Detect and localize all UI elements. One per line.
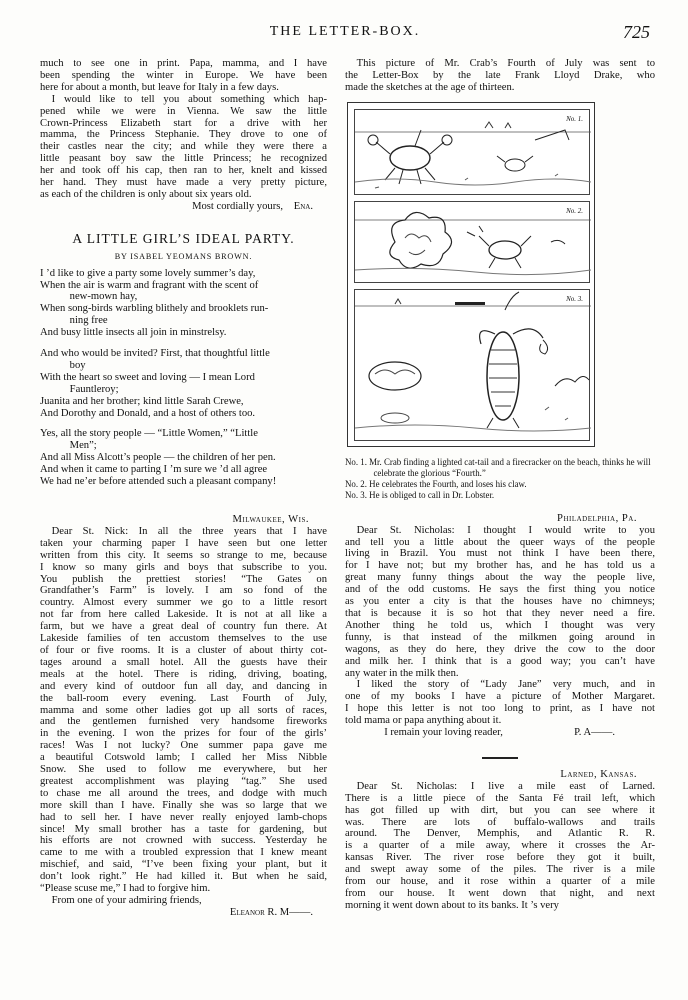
text-line: and the gentlemen furnished very handsome fireworks <box>40 716 327 728</box>
text-line: pened while we were in Vienna. We saw the little <box>40 105 327 117</box>
letter-ena-paragraph <box>40 94 327 201</box>
text-line: country. Almost every summer we go to a little resort <box>40 597 327 609</box>
verse-line: boy <box>69 359 86 371</box>
illustration-panel-3 <box>354 289 590 441</box>
text-line: and swept away some of the piles. The river is a mile <box>345 864 655 876</box>
right-column <box>345 58 655 912</box>
caption-line: No. 2. He celebrates the Fourth, and loses his claw. <box>345 478 527 489</box>
text-line: Dear St. Nicholas: I thought I would write to you <box>356 524 655 536</box>
text-line: Crown-Princess Elizabeth start for a drive with her <box>40 117 327 129</box>
text-line: farm, but we have a great deal of country fun there. At <box>40 621 327 633</box>
panel-tag: No. 1. <box>566 114 583 123</box>
text-line: I would like to tell you about something which hap- <box>51 93 327 105</box>
poem-stanza <box>40 268 327 339</box>
text-line: one of my books I have a picture of Mother Margaret. <box>345 691 655 703</box>
letter-philadelphia <box>345 679 655 727</box>
verse-line: new-mown hay, <box>69 291 138 303</box>
verse-line: And busy little insects all join in minstrelsy. <box>40 327 227 339</box>
text-line: wagons, as they do here, they drive the cow to the door <box>345 643 655 655</box>
text-line: had to sell her. I have never really enjoyed lamb-chops <box>40 811 327 823</box>
text-line: here for about a month, but leave for Italy in a few days. <box>40 81 279 93</box>
text-line: since! My small brother has a taste for gardening, but <box>40 823 327 835</box>
text-line: I liked the story of “Lady Jane” very much, and in <box>356 679 655 691</box>
left-column <box>40 58 327 919</box>
text-line: came to me with a troubled expression that I knew meant <box>40 847 327 859</box>
text-line: for I have not; but my brother has, and he has told us a <box>345 560 655 572</box>
letter-closing: I remain your loving reader, <box>384 727 503 739</box>
crab-illustration <box>347 102 595 447</box>
illustration-intro <box>345 58 655 94</box>
verse-line: Fauntleroy; <box>69 383 119 395</box>
letter-larned <box>345 781 655 912</box>
text-line: I know so many girls and boys that subscribe to you. <box>40 561 327 573</box>
text-line: in the evening. I won the prizes for four of the girls’ <box>40 728 327 740</box>
poem-title: A LITTLE GIRL’S IDEAL PARTY. <box>72 230 295 246</box>
page-header <box>40 24 650 46</box>
section-divider <box>482 757 518 759</box>
verse-line: With the heart so sweet and loving — I mean Lord <box>40 371 255 383</box>
text-line: little peasant boy saw the little Princess; he recognized <box>40 153 327 165</box>
verse-line: Juanita and her brother; kind little Sarah Crewe, <box>40 395 244 407</box>
text-line: has got filled up with dirt, but you can see where it <box>345 804 655 816</box>
text-line: tages around a small hotel. All the guests have their <box>40 656 327 668</box>
text-line: made the sketches at the age of thirteen. <box>345 81 515 93</box>
letter-ena <box>40 58 327 213</box>
crab-sketch-icon <box>355 110 591 196</box>
text-line: “Please scuse me,” I had to forgive him. <box>40 883 211 895</box>
text-line: a beautiful Cotswold lamb; I called her Miss Nibble <box>40 752 327 764</box>
verse-line: And who would be invited? First, that thoughtful little <box>40 348 270 360</box>
lobster-sketch-icon <box>355 290 591 442</box>
letter-signature: Eleanor R. M——. <box>229 906 313 918</box>
text-line: around. The Denver, Memphis, and Atlantic R. R. <box>345 828 655 840</box>
text-line: Dear St. Nicholas: I live a mile east of Larned. <box>356 780 655 792</box>
text-line: that is because it is so hot that they never need a fire. <box>345 607 655 619</box>
panel-tag: No. 2. <box>566 206 583 215</box>
page-number: 725 <box>623 22 650 42</box>
letter-place: Milwaukee, Wis. <box>232 514 309 526</box>
text-line: told mama or papa anything about it. <box>345 715 502 727</box>
text-line: kansas River. The river rose before they got it built, <box>345 852 655 864</box>
text-line: Dear St. Nick: In all the three years that I have <box>51 525 327 537</box>
text-line: their castles near the city; and while they were there a <box>40 141 327 153</box>
verse-line: When the air is warm and fragrant with the scent of <box>40 279 259 291</box>
text-line: I hope this letter is not too long to print, as I have not <box>345 703 655 715</box>
illustration-panel-2 <box>354 201 590 283</box>
text-line: This picture of Mr. Crab’s Fourth of July was sent to <box>356 58 655 69</box>
text-line: living in Brazil. You must not think I have been there, <box>345 548 655 560</box>
text-line: taken your charming paper I have seen but one letter <box>40 537 327 549</box>
text-line: Lakeside families of ten accustom themselves to the use <box>40 633 327 645</box>
verse-line: I ’d like to give a party some lovely summer’s day, <box>40 267 256 279</box>
panel-tag: No. 3. <box>566 294 583 303</box>
text-line: from our house, and it rose within a quarter of a mile <box>345 876 655 888</box>
text-line: her hand. They must have made a very pretty picture, <box>40 177 327 189</box>
text-line: is a quarter of a mile away, where it crosses the Ar- <box>345 840 655 852</box>
letter-ena-paragraph <box>40 58 327 94</box>
text-line: great many funny things about the way the people live, <box>345 572 655 584</box>
text-line: You publish the prettiest stories! “The Gates on <box>40 573 327 585</box>
text-line: more skill than I have. Finally she was so large that we <box>40 799 327 811</box>
text-line: the ball-room every evening. Last Fourth of July, <box>40 692 327 704</box>
verse-line: When song-birds warbling blithely and brooklets run- <box>40 303 269 315</box>
poem-stanza <box>40 428 327 488</box>
text-line: races! Was I not lucky? One summer papa gave me <box>40 740 327 752</box>
letter-closing: Most cordially yours, <box>192 200 283 212</box>
text-line: written from this city. It seems so strange to me, because <box>40 549 327 561</box>
text-line: any water in the milk then. <box>345 667 459 679</box>
text-line: and milk her. I think that is a good way; you can’t have <box>345 655 655 667</box>
poem-byline: BY ISABEL YEOMANS BROWN. <box>114 251 253 261</box>
verse-line: ning free <box>69 315 108 327</box>
text-line: funny, is that instead of the milkmen going around in <box>345 631 655 643</box>
verse-line: And when it came to parting I ’m sure we ’d all agree <box>40 464 268 476</box>
letter-closing: From one of your admiring friends, <box>51 895 202 907</box>
running-head: THE LETTER-BOX. <box>269 24 421 39</box>
text-line: was. There are lots of buffalo-wallows and trails <box>345 816 655 828</box>
text-line: and tell you a little about the queer ways of the people <box>345 536 655 548</box>
text-line: Another thing he told us, which I thought was very <box>345 619 655 631</box>
letter-signature: P. A——. <box>574 727 615 739</box>
verse-line: And all Miss Alcott’s people — the children of her pen. <box>40 452 276 464</box>
verse-line: And Dorothy and Donald, and a host of others too. <box>40 407 256 419</box>
text-line: Grandfather’s Farm” is lovely. I am so fond of the <box>40 585 327 597</box>
text-line: mamma, the Princess Stephanie. They drove to one of <box>40 129 327 141</box>
letter-place: Larned, Kansas. <box>560 768 637 780</box>
letter-milwaukee <box>40 526 327 895</box>
letter-place: Philadelphia, Pa. <box>557 512 637 524</box>
illustration-caption <box>345 457 655 501</box>
text-line: of four or five rooms. It is a cluster of about thirty cot- <box>40 644 327 656</box>
text-line: not far from here called Lakeside. It is not at all like a <box>40 609 327 621</box>
text-line: her and took off his cap, then ran to her, knelt and kissed <box>40 165 327 177</box>
text-line: greatest accomplishment was playing “tag.” She used <box>40 775 327 787</box>
text-line: meals at the hotel. There is riding, driving, boating, <box>40 668 327 680</box>
caption-line: No. 3. He is obliged to call in Dr. Lobster. <box>345 489 495 500</box>
text-line: been spending the winter in Europe. We have been <box>40 69 327 81</box>
letter-signature: Ena. <box>293 200 313 212</box>
text-line: morning it went down about to its banks. It ’s very <box>345 899 559 911</box>
text-line: and every kind of outdoor fun all day, and dancing in <box>40 680 327 692</box>
text-line: much to see one in print. Papa, mamma, and I have <box>40 58 327 69</box>
text-line: Snow. She used to follow me everywhere, but her <box>40 764 327 776</box>
caption-line: No. 1. Mr. Crab finding a lighted cat-tail and a firecracker on the beach, thinks he will celebrate the glorious “Fourth.” <box>345 456 651 478</box>
verse-line: Yes, all the story people — “Little Women,” “Little <box>40 428 258 440</box>
verse-line: Men”; <box>69 440 97 452</box>
explosion-sketch-icon <box>355 202 591 284</box>
illustration-panel-1 <box>354 109 590 195</box>
letter-philadelphia <box>345 525 655 680</box>
text-line: as each of the children is only about six years old. <box>40 188 252 200</box>
text-line: mamma and some other ladies got up all sorts of races, <box>40 704 327 716</box>
poem-stanza <box>40 348 327 419</box>
text-line: to chase me all around the trees, and dodge with much <box>40 787 327 799</box>
text-line: There is a little piece of the Santa Fé trail left, which <box>345 792 655 804</box>
text-line: from our house. It went down that night, and next <box>345 888 655 900</box>
text-line: the Letter-Box by the late Frank Lloyd Drake, who <box>345 69 655 81</box>
text-line: as you enter a city is that the houses have no chimneys; <box>345 596 655 608</box>
text-line: don’t look right.” He had killed it. But when he said, <box>40 871 327 883</box>
text-line: and of the odd customs. He says the first thing you notice <box>345 584 655 596</box>
text-line: his efforts are not crowned with success. Yesterday he <box>40 835 327 847</box>
text-line: mischief, and said, “I’ve been fixing your plant, but it <box>40 859 327 871</box>
verse-line: We had ne’er before attended such a pleasant company! <box>40 476 277 488</box>
